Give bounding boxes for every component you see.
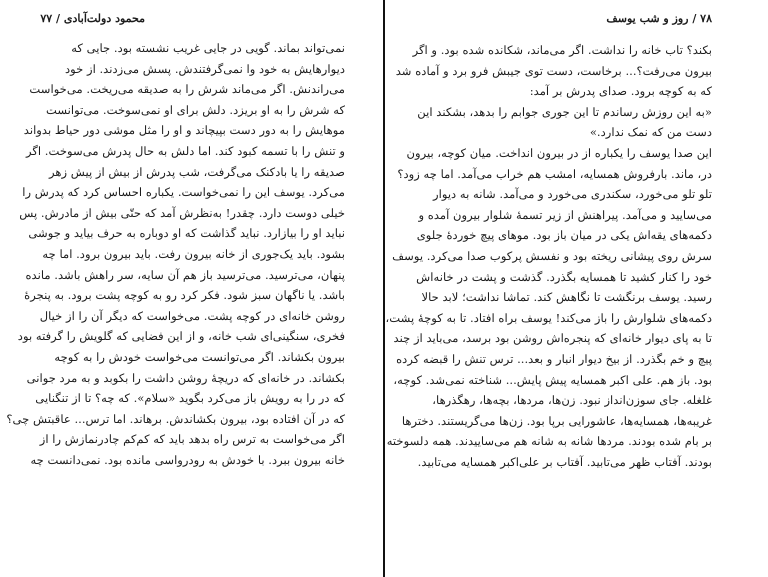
text-line: بکشاند. در خانه‌ای که دریچهٔ روشن داشت را بکوبد و به مرد جوانی — [26, 370, 345, 385]
text-line: دکمه‌های یقه‌اش یکی در میان باز بود. موهای پیچ خوردهٔ جلوی — [416, 228, 712, 243]
text-line: دیوارهایش به خود وا نمی‌گرفتندش. پسش می‌زدند. از خود — [64, 61, 345, 76]
text-line: پیچ و خم بگذرد. از بیخ دیوار انبار و بعد... ترس تنش را قبضه کرده — [396, 351, 712, 366]
right-page — [385, 0, 768, 577]
text-line: بشود. باید یک‌جوری از خانه بیرون رفت. باید بیرون برود. اما چه — [42, 246, 345, 261]
running-head-right: ۷۸ / روز و شب یوسف — [606, 12, 712, 25]
text-line: رسید. یوسف برنگشت تا نگاهش کند. تماشا نداشت؛ لابد حالا — [421, 290, 712, 305]
text-line: خیلی دوست دارد. چقدر! به‌نظرش آمد که حتّی بیش از مادرش. پس — [19, 205, 345, 220]
text-line: که به کوچه برود. صدای پدرش بر آمد: — [529, 84, 712, 99]
text-line: خود را کنار کشید تا همسایه بگذرد. گذشت و پشت در خانه‌اش — [416, 269, 712, 284]
text-line: باشد. یا ناگهان سبز شود. فکر کرد رو به کوچه پشت برود. به پنجرهٔ — [24, 288, 345, 303]
text-line: که در را به رویش باز می‌کرد بگوید «سلام». که چه؟ تا از تنگنایی — [35, 391, 345, 406]
text-line: و تنش را با تسمه کبود کند. اما دلش به حال پدرش می‌سوخت. اگر — [25, 143, 345, 158]
text-line: بودند. آفتاب ظهر می‌تابید. آفتاب بر علی‌اکبر همسایه می‌تابید. — [417, 454, 712, 469]
left-page — [0, 0, 383, 577]
text-line: سرش روی پیشانی ریخته بود و نفسش پرکوب صدا می‌کرد. یوسف — [392, 248, 712, 263]
text-line: بیرون می‌رفت؟... برخاست، دست توی جیبش فرو برد و آماده شد — [395, 63, 712, 78]
text-line: نباید او را بیازارد. نباید گذاشت که او دوباره به حرف بیاید و جوشی — [28, 226, 345, 241]
text-line: بود. باز هم. علی اکبر همسایه پیش پایش... شناخته نمی‌شد. کوچه، — [393, 372, 712, 387]
text-line: اگر می‌خواست به ترس راه بدهد باید که کم‌کم چادرنمازش را از — [39, 432, 345, 447]
text-line: دکمه‌های شلوارش را باز می‌کند! یوسف براه افتاد. تا به کوچهٔ پشت، — [385, 310, 712, 325]
text-line: که در آن افتاده بود، بیرون بکشاندش. برهاند. اما ترس... عاقبتش چی؟ — [6, 411, 345, 426]
running-head-left: محمود دولت‌آبادی / ۷۷ — [40, 12, 145, 25]
text-line: صدیقه را یا بادکنک می‌گرفت، شب پدرش از بیش از پیش زهر — [48, 164, 345, 179]
text-line: بیرون بکشاند. اگر می‌توانست می‌خواست خودش را به کوچه — [54, 349, 345, 364]
left-page-body — [6, 38, 345, 470]
text-line: تا به پای دیوار خانه‌ای که پنجره‌اش روشن بود برسد، می‌باید از چند — [393, 331, 712, 346]
text-line: بر بام شده بودند. مردها شانه به شانه هم می‌ساییدند. همه دلسوخته — [386, 434, 712, 449]
text-line: در، ماند. بارفروش همسایه، امشب هم خراب می‌آمد. اما چه زود؟ — [397, 166, 712, 181]
text-line: خانه بیرون ببرد. با خودش به رودرواسی مانده بود. نمی‌دانست چه — [30, 452, 345, 467]
text-line: نمی‌تواند بماند. گویی در جایی غریب نشسته بود. جایی که — [71, 41, 345, 55]
text-line: می‌راندنش. اگر می‌ماند شرش را به صدیقه می‌ریخت. می‌خواست — [29, 82, 345, 97]
text-line: می‌سایید و می‌آمد. پیراهنش از زیر تسمهٔ شلوار بیرون آمده و — [418, 207, 712, 222]
text-line: که شرش را به او بریزد. دلش برای او نمی‌سوخت. می‌توانست — [45, 102, 345, 117]
quote-line: دست من که نمک ندارد.» — [589, 125, 712, 140]
text-line: فخری، سنگینی‌ای شب خانه، و از این فضایی که گلویش را گرفته بود — [17, 329, 345, 344]
text-line: بکند؟ تاب خانه را نداشت. اگر می‌ماند، شکانده شده بود. و اگر — [412, 43, 712, 57]
text-line: پنهان، می‌ترسید. می‌ترسید باز هم آن سایه، سر راهش باشد. مانده — [25, 267, 345, 282]
text-line: این صدا یوسف را یکباره از در بیرون انداخت. میان کوچه، بیرون — [406, 145, 712, 160]
right-page-body — [385, 40, 712, 472]
quote-line: «به این روزش رساندم تا این جوری جوابم را بدهد، بشکند این — [417, 104, 712, 119]
text-line: تلو تلو می‌خورد، سکندری می‌خورد و می‌آمد. شانه به دیوار — [433, 187, 712, 202]
text-line: روشن خانه‌ای در کوچه پشت. می‌خواست که دیگر آن را از خیال — [39, 308, 345, 323]
text-line: می‌کرد. یوسف این را نمی‌خواست. یکباره احساس کرد که پدرش را — [22, 185, 345, 200]
text-line: غریبه‌ها، همسایه‌ها، عاشورایی برپا بود. زن‌ها می‌گریستند. دخترها — [401, 413, 712, 428]
text-line: غلغله. جای سوزن‌انداز نبود. زن‌ها، مردها، بچه‌ها، رهگذرها، — [432, 393, 712, 408]
text-line: موهایش را به دور دست بپیچاند و او را مثل موشی دور حیاط بدواند — [23, 123, 345, 138]
